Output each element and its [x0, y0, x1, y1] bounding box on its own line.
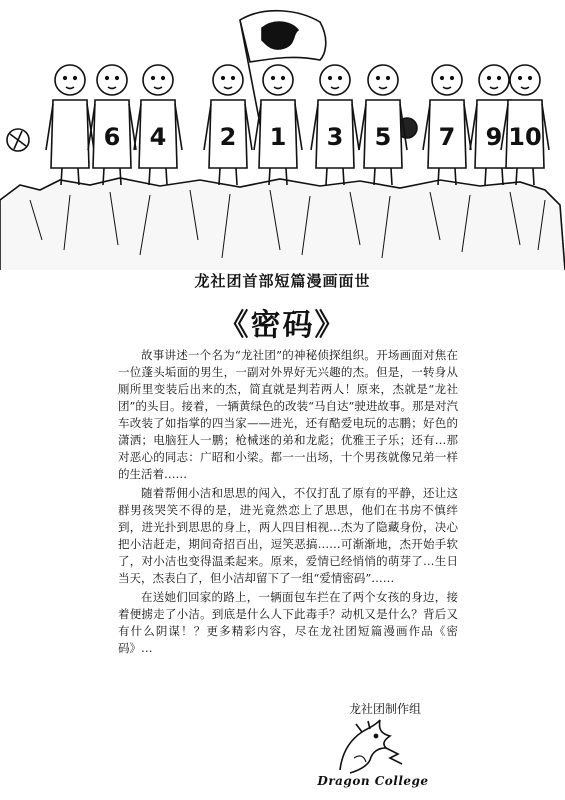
- jersey-number: 4: [149, 123, 167, 151]
- jersey-number: 7: [438, 123, 456, 151]
- jersey-number: 10: [508, 123, 542, 151]
- jersey-number: 6: [103, 123, 121, 151]
- subtitle: 龙社团首部短篇漫画面世: [194, 272, 371, 290]
- character-figure: [46, 65, 94, 185]
- synopsis-paragraph: 随着帮佣小洁和思思的闯入，不仅打乱了原有的平静，还让这群男孩哭笑不得的是，进光竟然恋上了思思，他们在书房不慎绊到，进光扑到思思的身上，两人四目相视…杰为了隐藏身份，决心把小洁赶走，期间奇招百出，逗笑恶搞……可渐渐地，杰开始手软了，对小洁也变得温柔起来。原来，爱情已经悄悄的萌芽了…生日当天，杰表白了，但小洁却留下了一组“爱情密码”……: [118, 486, 458, 585]
- logo-text: Dragon College: [317, 774, 429, 788]
- character-figure: [359, 65, 407, 185]
- production-credit: 龙社团制作组: [348, 702, 421, 716]
- character-figures: [46, 65, 549, 185]
- character-figure: [254, 65, 302, 185]
- character-figure: [88, 65, 136, 185]
- synopsis-paragraph: 在送她们回家的路上，一辆面包车拦在了两个女孩的身边，接着便掳走了小洁。到底是什么人下此毒手？动机又是什么？背后又有什么阴谋！？更多精彩内容，尽在龙社团短篇漫画作品《密码》…: [118, 590, 458, 655]
- synopsis-paragraph: 故事讲述一个名为“龙社团”的神秘侦探组织。开场画面对焦在一位蓬头垢面的男生，一副对外界好无兴趣的杰。但是，一转身从厕所里变装后出来的杰，简直就是判若两人！原来，杰就是“龙社团”的头目。接着，一辆黄绿色的改装“马自达”驶进故事。那是对汽车改装了如指掌的四当家——进光，还有酷爱电玩的志鹏；好色的潇洒；电脑狂人一鹏；枪械迷的弟和龙彪；优雅王子乐；还有…那对恶心的同志：广昭和小梁。都一一出场，十个男孩就像兄弟一样的生活着……: [118, 348, 458, 481]
- jersey-number: 5: [374, 123, 392, 151]
- synopsis-text: [118, 347, 458, 657]
- character-figure: [311, 65, 359, 185]
- jersey-number: 1: [269, 123, 287, 151]
- character-figure: [423, 65, 471, 185]
- jersey-number: 2: [219, 123, 237, 151]
- page-title: 《密码》: [218, 308, 347, 343]
- character-figure: [204, 65, 252, 185]
- jersey-number: 9: [485, 123, 503, 151]
- jersey-number: 3: [326, 123, 344, 151]
- dragon-logo-icon: [320, 718, 430, 776]
- group-illustration: [0, 0, 565, 270]
- character-figure: [134, 65, 182, 185]
